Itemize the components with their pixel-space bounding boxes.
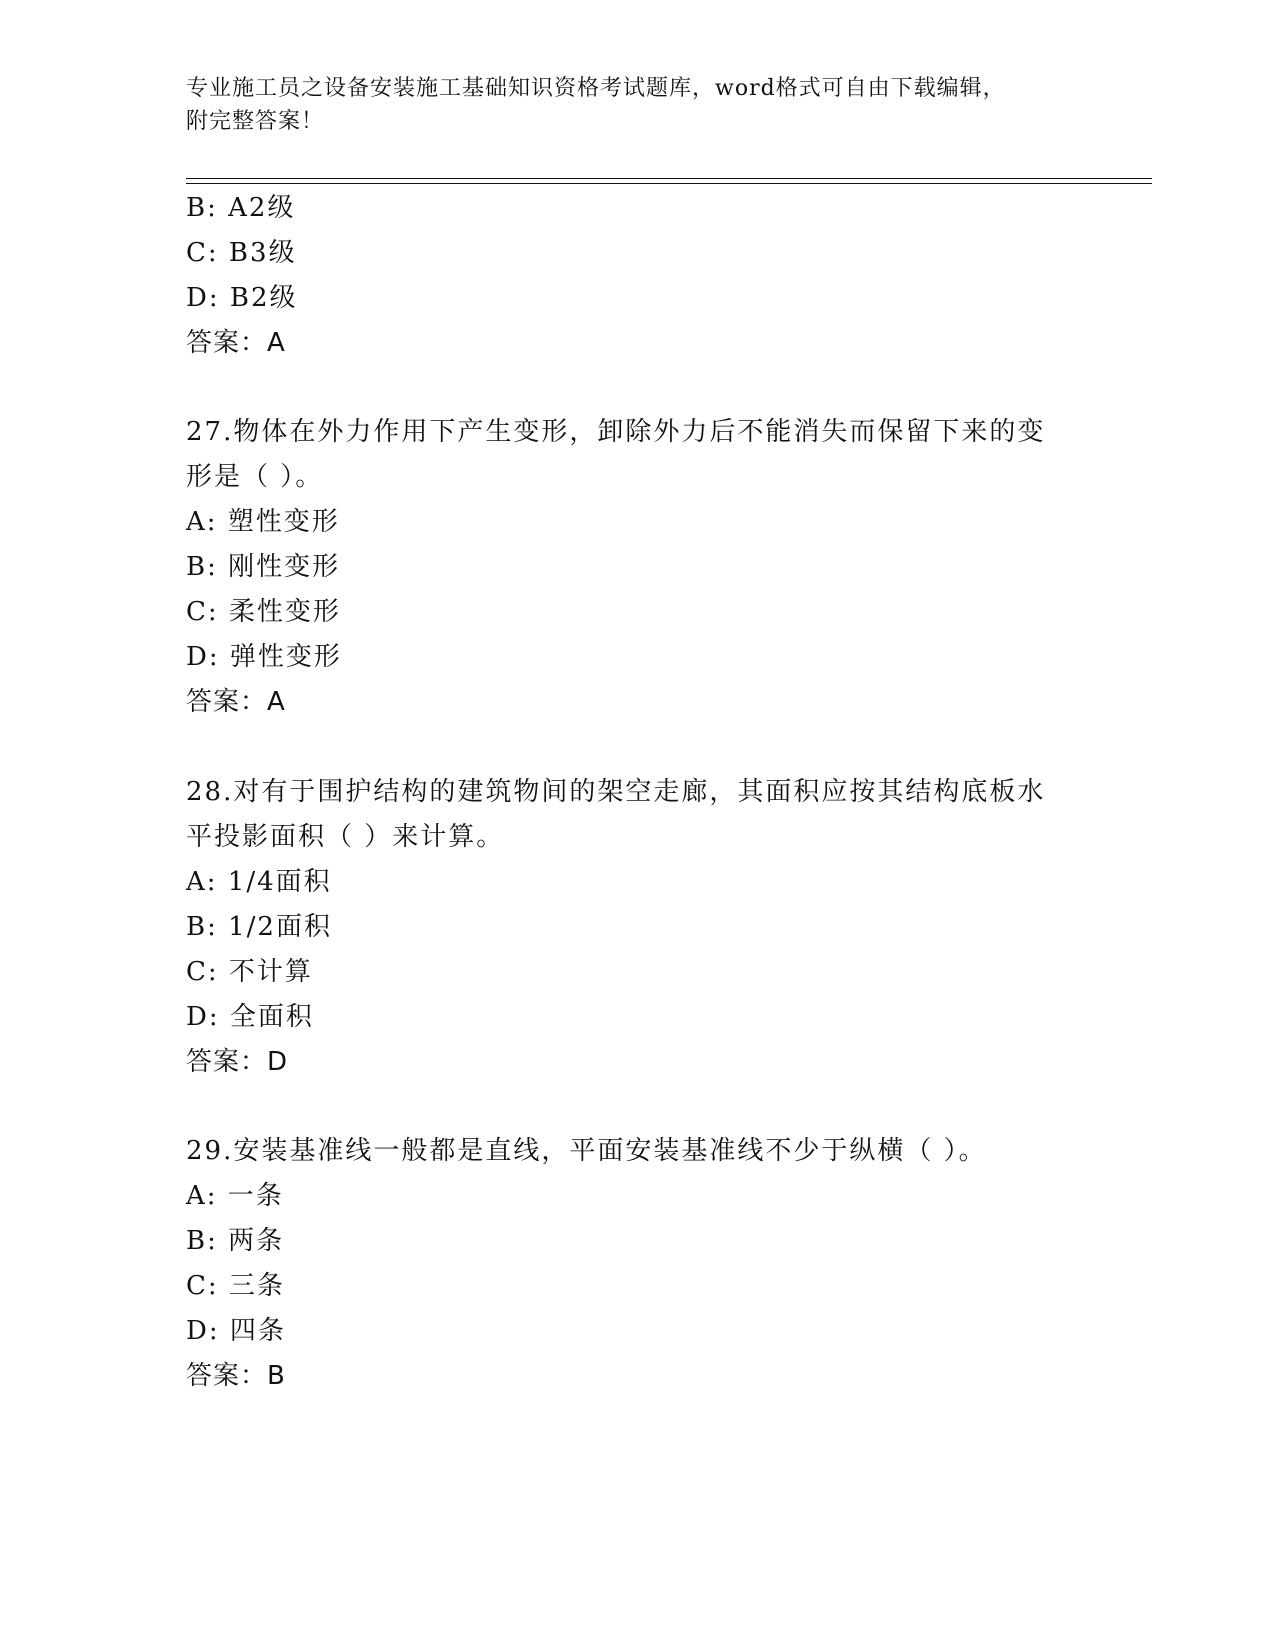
- question-line: 29.安装基准线一般都是直线，平面安装基准线不少于纵横（ ）。: [186, 1136, 987, 1166]
- option-line: B: 1/2面积: [186, 912, 332, 942]
- question-line: 27.物体在外力作用下产生变形，卸除外力后不能消失而保留下来的变: [186, 417, 1046, 447]
- option-line: C: 不计算: [186, 957, 313, 987]
- option-line: D: B2级: [186, 283, 298, 313]
- option-line: A: 一条: [186, 1181, 284, 1211]
- question-line: 形是（ ）。: [186, 462, 324, 492]
- option-line: D: 四条: [186, 1316, 286, 1346]
- answer-line: 答案：D: [186, 1047, 289, 1077]
- question-line: 28.对有于围护结构的建筑物间的架空走廊，其面积应按其结构底板水: [186, 777, 1046, 807]
- option-line: B: A2级: [186, 193, 296, 223]
- answer-line: 答案：A: [186, 687, 286, 717]
- header-divider-top: [186, 178, 1152, 179]
- header-line-1: 专业施工员之设备安装施工基础知识资格考试题库，word格式可自由下载编辑，: [186, 76, 1006, 101]
- option-line: A: 塑性变形: [186, 507, 340, 537]
- header-divider-bottom: [186, 183, 1152, 184]
- option-line: A: 1/4面积: [186, 867, 332, 897]
- document-header: [186, 72, 1066, 138]
- option-line: D: 弹性变形: [186, 642, 342, 672]
- option-line: C: 柔性变形: [186, 597, 341, 627]
- answer-line: 答案：A: [186, 328, 286, 358]
- option-line: C: B3级: [186, 238, 297, 268]
- option-line: B: 刚性变形: [186, 552, 341, 582]
- option-line: D: 全面积: [186, 1002, 314, 1032]
- option-line: B: 两条: [186, 1226, 285, 1256]
- header-line-2: 附完整答案！: [186, 109, 325, 134]
- question-line: 平投影面积（ ）来计算。: [186, 822, 505, 852]
- answer-line: 答案：B: [186, 1361, 286, 1391]
- option-line: C: 三条: [186, 1271, 285, 1301]
